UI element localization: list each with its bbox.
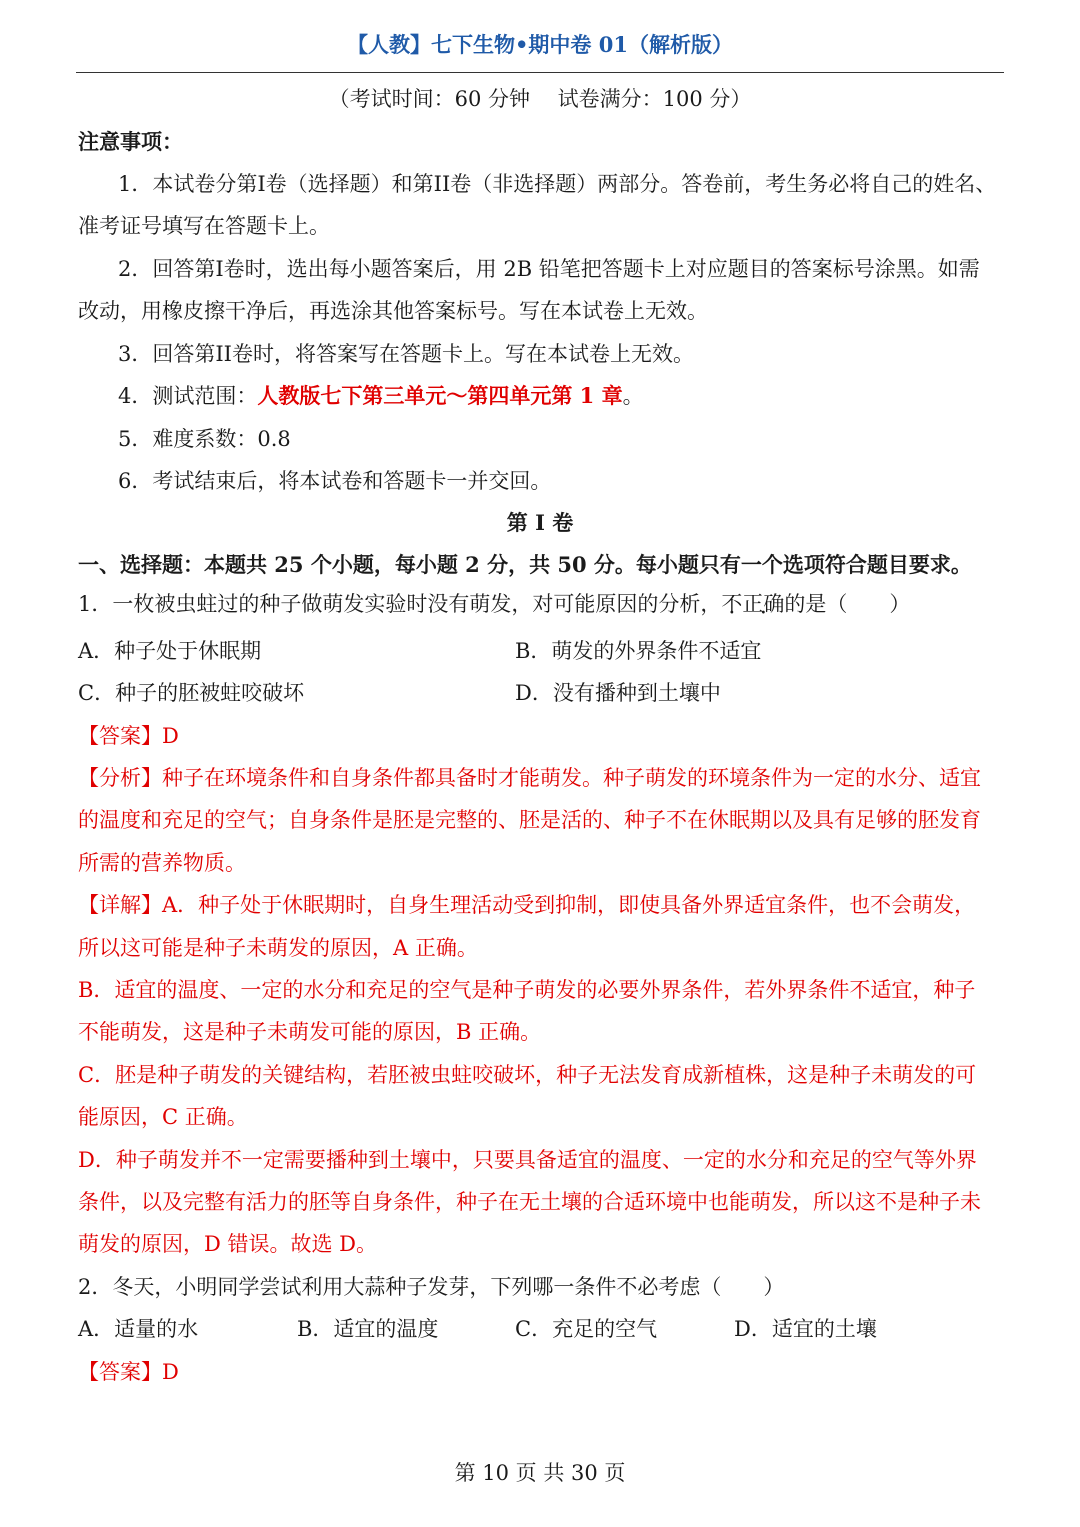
- q2-option-c: C．充足的空气: [515, 1317, 658, 1341]
- q1-stem-tail: 的是（ ）: [784, 592, 911, 616]
- emphasis-dot-text: 不: [721, 592, 743, 616]
- volume-title: 第 I 卷: [506, 510, 574, 535]
- notice-item-2-cont: 改动，用橡皮擦干净后，再选涂其他答案标号。写在本试卷上无效。: [78, 299, 708, 323]
- q1-detail-c-cont: 能原因，C 正确。: [78, 1105, 248, 1129]
- notice-item-1-cont: 准考证号填写在答题卡上。: [78, 214, 330, 238]
- q1-option-a: A．种子处于休眠期: [78, 639, 262, 663]
- q1-option-d: D．没有播种到土壤中: [515, 681, 721, 705]
- q2-stem: 2．冬天，小明同学尝试利用大蒜种子发芽，下列哪一条件不必考虑（ ）: [78, 1275, 785, 1299]
- q1-answer: 【答案】D: [78, 724, 179, 748]
- q2-answer: 【答案】D: [78, 1360, 179, 1384]
- notice-item-6: 6．考试结束后，将本试卷和答题卡一并交回。: [118, 469, 552, 493]
- q1-stem-text: 1．一枚被虫蛀过的种子做萌发实验时没有萌发，对可能原因的分析，: [78, 592, 722, 616]
- q1-detail-cont: 所以这可能是种子未萌发的原因，A 正确。: [78, 936, 478, 960]
- q1-stem: [78, 589, 910, 619]
- notice-item-5: 5．难度系数：0.8: [118, 427, 291, 451]
- header-divider: [76, 72, 1004, 73]
- page-number: 第 10 页 共 30 页: [454, 1461, 626, 1485]
- notice-item-2: 2．回答第I卷时，选出每小题答案后，用 2B 铅笔把答题卡上对应题目的答案标号涂黑。如需: [118, 257, 980, 281]
- notice-item-4-suffix: 。: [622, 384, 644, 408]
- q1-analysis: 【分析】种子在环境条件和自身条件都具备时才能萌发。种子萌发的环境条件为一定的水分、适宜: [78, 766, 981, 790]
- q1-analysis-cont: 的温度和充足的空气；自身条件是胚是完整的、胚是活的、种子不在休眠期以及具有足够的胚发育: [78, 808, 981, 832]
- section-heading: 一、选择题：本题共 25 个小题，每小题 2 分，共 50 分。每小题只有一个选项符合题目要求。: [78, 552, 972, 577]
- notice-item-4: [118, 381, 644, 411]
- page-header-title: 【人教】七下生物•期中卷 01（解析版）: [347, 32, 733, 57]
- notice-item-1: 1．本试卷分第I卷（选择题）和第II卷（非选择题）两部分。答卷前，考生务必将自己的姓名、: [118, 172, 997, 196]
- q1-detail-c: C．胚是种子萌发的关键结构，若胚被虫蛀咬破坏，种子无法发育成新植株，这是种子未萌发的可: [78, 1063, 977, 1087]
- q2-option-d: D．适宜的土壤: [734, 1317, 877, 1341]
- emphasis-dot-text: 正确: [742, 592, 785, 616]
- q1-option-b: B．萌发的外界条件不适宜: [515, 639, 762, 663]
- test-range: 人教版七下第三单元～第四单元第 1 章: [257, 383, 623, 408]
- q1-detail-d: D．种子萌发并不一定需要播种到土壤中，只要具备适宜的温度、一定的水分和充足的空气等外界: [78, 1148, 977, 1172]
- notice-item-4-prefix: 4．测试范围：: [118, 384, 258, 408]
- q2-option-a: A．适量的水: [78, 1317, 199, 1341]
- q1-detail-d-cont: 萌发的原因，D 错误。故选 D。: [78, 1232, 378, 1256]
- q1-detail: 【详解】A．种子处于休眠期时，自身生理活动受到抑制，即使具备外界适宜条件，也不会萌发，: [78, 893, 976, 917]
- q2-option-b: B．适宜的温度: [297, 1317, 439, 1341]
- q1-analysis-cont: 所需的营养物质。: [78, 851, 246, 875]
- notice-item-3: 3．回答第II卷时，将答案写在答题卡上。写在本试卷上无效。: [118, 342, 694, 366]
- q1-option-c: C．种子的胚被蛀咬破坏: [78, 681, 305, 705]
- notice-heading: 注意事项：: [78, 129, 183, 154]
- q1-detail-d-cont: 条件，以及完整有活力的胚等自身条件，种子在无土壤的合适环境中也能萌发，所以这不是种子未: [78, 1190, 981, 1214]
- q1-detail-b-cont: 不能萌发，这是种子未萌发可能的原因，B 正确。: [78, 1020, 542, 1044]
- exam-info: （考试时间：60 分钟 试卷满分：100 分）: [328, 87, 752, 111]
- q1-detail-b: B．适宜的温度、一定的水分和充足的空气是种子萌发的必要外界条件，若外界条件不适宜，种子: [78, 978, 976, 1002]
